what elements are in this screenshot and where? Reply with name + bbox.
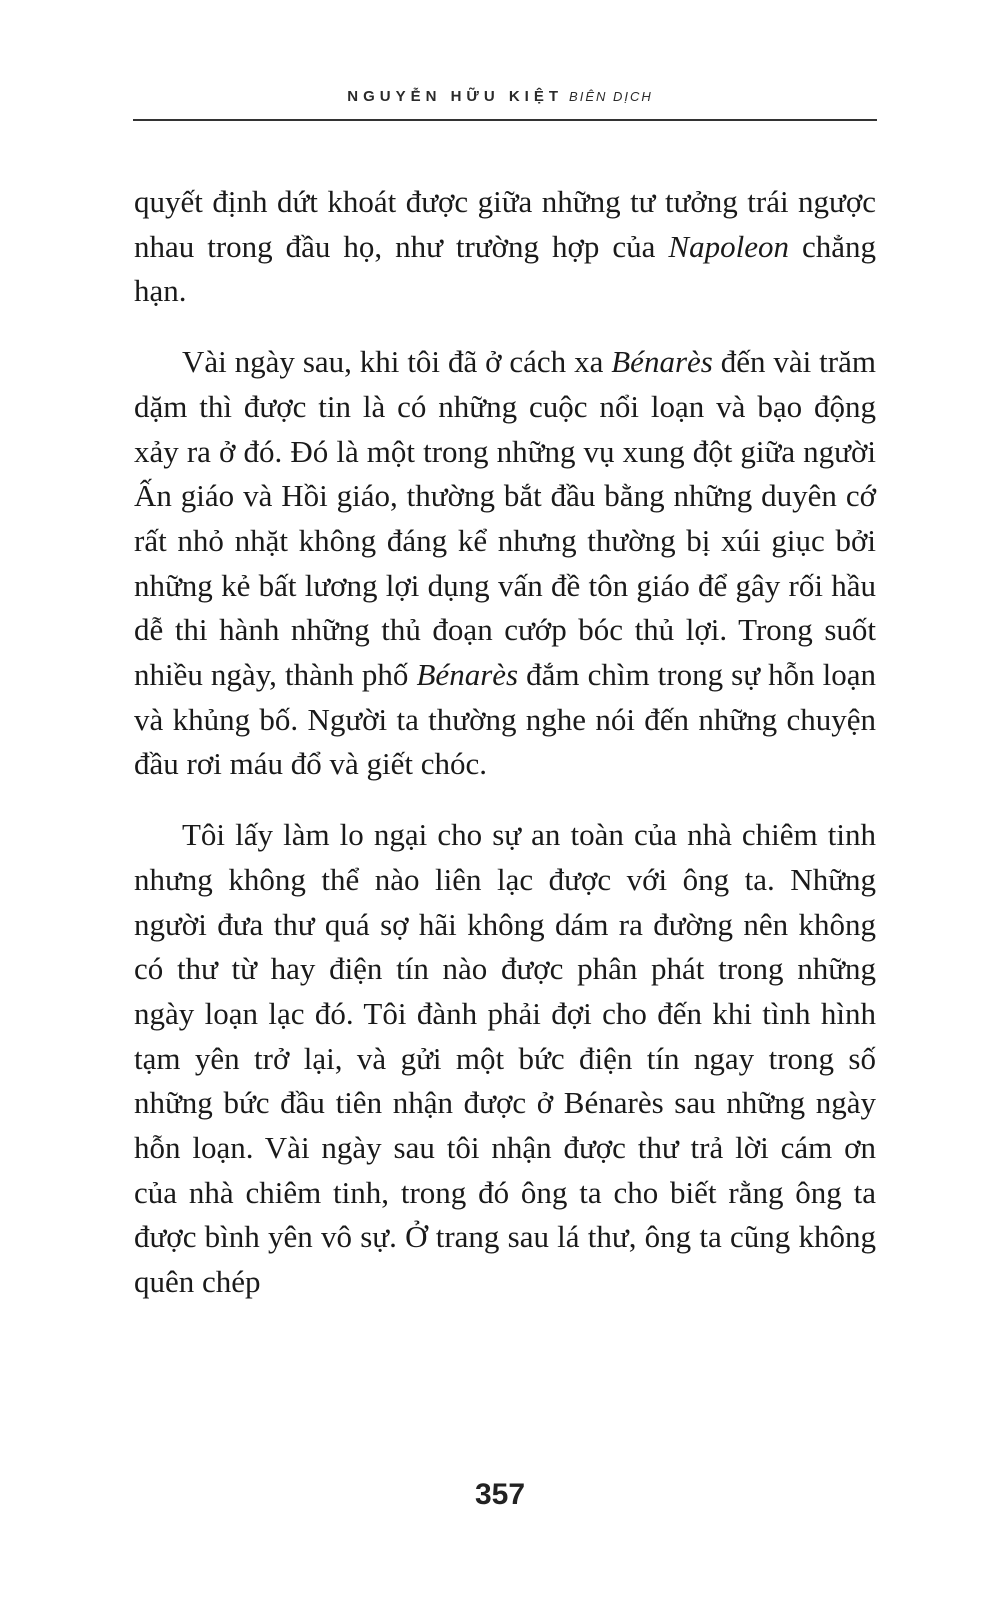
page-number: 357 — [474, 1478, 526, 1511]
header-author: NGUYỄN HỮU KIỆT — [347, 88, 564, 105]
paragraph-2 — [134, 340, 876, 787]
text-segment: Vài ngày sau, khi tôi đã ở cách xa — [182, 344, 612, 380]
paragraph-3 — [134, 813, 876, 1305]
text-segment: quyết định dứt khoát được giữa những tư tưởng trái ngược nhau trong đầu họ, như trường hợp của — [134, 184, 876, 264]
italic-name: Bénarès — [416, 657, 519, 693]
text-segment: đến vài trăm dặm thì được tin là có những cuộc nổi loạn và bạo động xảy ra ở đó. Đó là một trong những vụ xung đột giữa người Ấn giáo và Hồi giáo, thường bắt đầu bằng những duyên cớ rất nhỏ nhặt không đáng kể nhưng thường bị xúi giục bởi những kẻ bất lương lợi dụng vấn đề tôn giáo để gây rối hầu dễ thi hành những thủ đoạn cướp bóc thủ lợi. Trong suốt nhiều ngày, thành phố — [134, 344, 876, 693]
text-segment: chẳng hạn. — [134, 228, 876, 309]
running-header — [0, 88, 1000, 105]
body-text — [134, 180, 876, 1305]
italic-name: Bénarès — [611, 344, 713, 380]
header-role: BIÊN DỊCH — [569, 89, 653, 104]
italic-name: Napoleon — [668, 228, 789, 264]
paragraph-1 — [134, 180, 876, 314]
header-divider — [133, 119, 877, 121]
text-segment: đắm chìm trong sự hỗn loạn và khủng bố. Người ta thường nghe nói đến những chuyện đầu rơi máu đổ và giết chóc. — [134, 657, 876, 782]
text-segment: Tôi lấy làm lo ngại cho sự an toàn của nhà chiêm tinh nhưng không thể nào liên lạc được với ông ta. Những người đưa thư quá sợ hãi không dám ra đường nên không có thư từ hay điện tín nào được phân phát trong những ngày loạn lạc đó. Tôi đành phải đợi cho đến khi tình hình tạm yên trở lại, và gửi một bức điện tín ngay trong số những bức đầu tiên nhận được ở Bénarès sau những ngày hỗn loạn. Vài ngày sau tôi nhận được thư trả lời cám ơn của nhà chiêm tinh, trong đó ông ta cho biết rằng ông ta được bình yên vô sự. Ở trang sau lá thư, ông ta cũng không quên chép — [134, 817, 876, 1300]
